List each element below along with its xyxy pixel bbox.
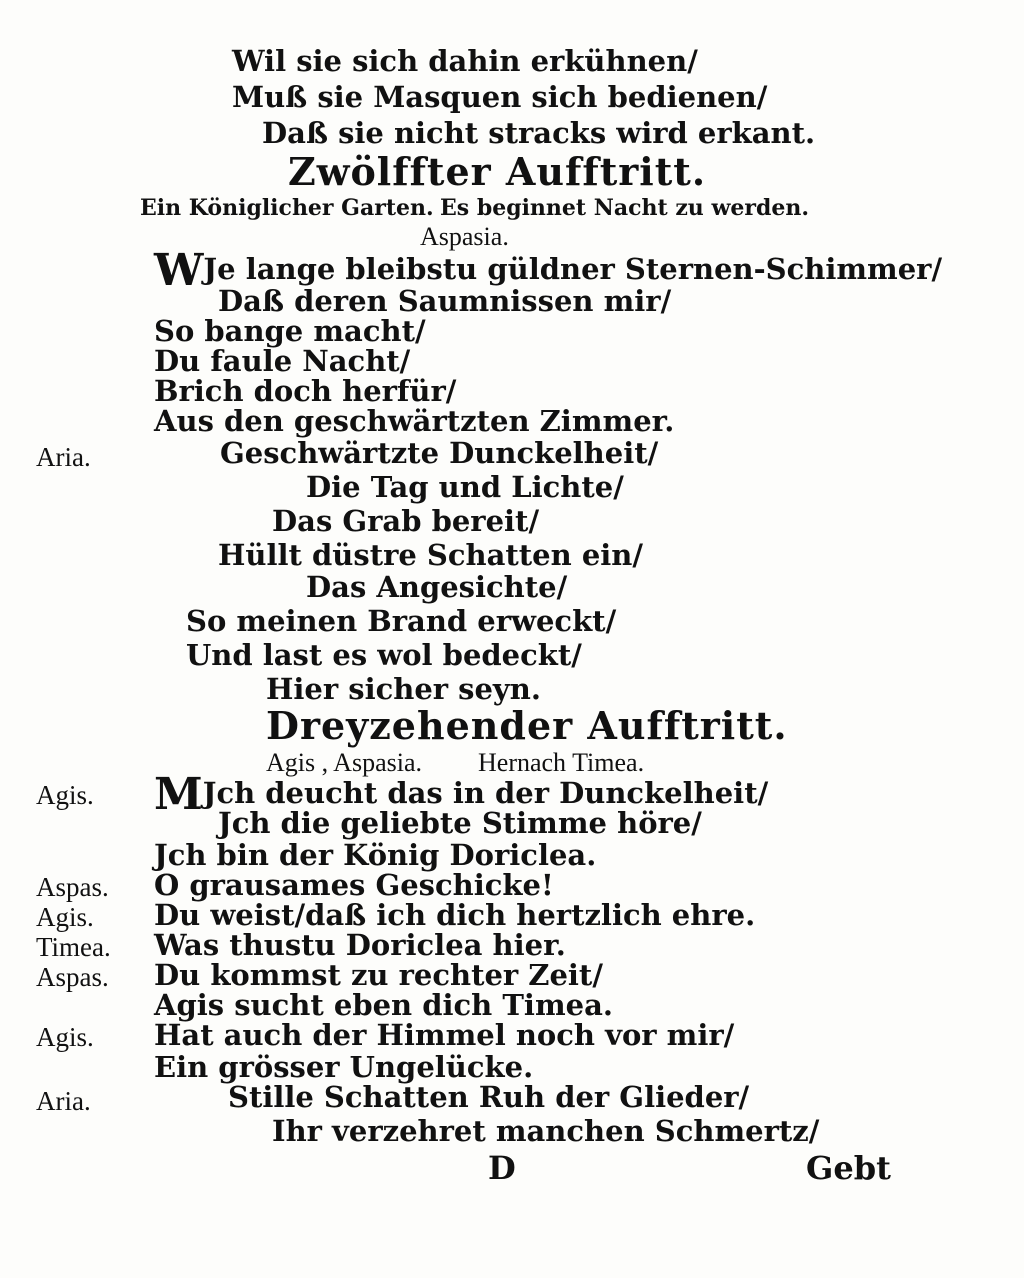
aria-line: Die Tag und Lichte/ bbox=[306, 470, 624, 504]
verse-line: So bange macht/ bbox=[154, 314, 426, 348]
signature-mark: D bbox=[488, 1149, 516, 1187]
verse-line: Aus den geschwärtzten Zimmer. bbox=[154, 404, 675, 438]
speaker-label: Agis. bbox=[36, 902, 94, 932]
aria-line: Das Angesichte/ bbox=[306, 570, 568, 604]
verse-line: Muß sie Masquen sich bedienen/ bbox=[232, 80, 768, 114]
dialogue-line: Hat auch der Himmel noch vor mir/ bbox=[154, 1018, 735, 1052]
dialogue-line: Agis sucht eben dich Timea. bbox=[154, 988, 613, 1022]
aria-line: Geschwärtzte Dunckelheit/ bbox=[220, 436, 659, 470]
scene-setting: Ein Königlicher Garten. bbox=[140, 195, 434, 221]
verse-line-text: Je lange bleibstu güldner Sternen-Schimmer/ bbox=[203, 252, 943, 286]
dialogue-line: O grausames Geschicke! bbox=[154, 868, 554, 902]
dialogue-line: Du weist/daß ich dich hertzlich ehre. bbox=[154, 898, 756, 932]
aria-line: Und last es wol bedeckt/ bbox=[186, 638, 582, 672]
verse-line bbox=[154, 245, 943, 296]
dialogue-line: Jch die geliebte Stimme höre/ bbox=[218, 806, 702, 840]
dialogue-line-text: Jch deucht das in der Dunckelheit/ bbox=[202, 776, 769, 810]
dialogue-line: Du kommst zu rechter Zeit/ bbox=[154, 958, 603, 992]
cast-list: Aspasia. bbox=[420, 222, 509, 251]
dialogue-line: Jch bin der König Doriclea. bbox=[154, 838, 597, 872]
dialogue-line: Was thustu Doriclea hier. bbox=[154, 928, 566, 962]
dialogue-line bbox=[154, 769, 769, 820]
cast-list: Agis , Aspasia. bbox=[266, 748, 422, 777]
scene-heading: Dreyzehender Aufftritt. bbox=[266, 703, 788, 748]
aria-line: Hüllt düstre Schatten ein/ bbox=[218, 538, 643, 572]
verse-line: Brich doch herfür/ bbox=[154, 374, 457, 408]
aria-line: Ihr verzehret manchen Schmertz/ bbox=[272, 1114, 820, 1148]
dialogue-line: Ein grösser Ungelücke. bbox=[154, 1050, 534, 1084]
aria-line: So meinen Brand erweckt/ bbox=[186, 604, 617, 638]
aria-line: Stille Schatten Ruh der Glieder/ bbox=[228, 1080, 750, 1114]
speaker-label: Aria. bbox=[36, 1086, 91, 1116]
scene-setting: Es beginnet Nacht zu werden. bbox=[440, 195, 810, 221]
drop-initial: M bbox=[154, 769, 203, 820]
verse-line: Daß deren Saumnissen mir/ bbox=[218, 284, 672, 318]
aria-line: Das Grab bereit/ bbox=[272, 504, 540, 538]
speaker-label: Agis. bbox=[36, 780, 94, 810]
drop-initial: W bbox=[154, 245, 204, 296]
verse-line: Du faule Nacht/ bbox=[154, 344, 411, 378]
speaker-label: Aria. bbox=[36, 442, 91, 472]
speaker-label: Aspas. bbox=[36, 872, 109, 902]
verse-line: Wil sie sich dahin erkühnen/ bbox=[232, 44, 698, 78]
verse-line: Daß sie nicht stracks wird erkant. bbox=[262, 116, 816, 150]
speaker-label: Aspas. bbox=[36, 962, 109, 992]
speaker-label: Timea. bbox=[36, 932, 111, 962]
speaker-label: Agis. bbox=[36, 1022, 94, 1052]
aria-line: Hier sicher seyn. bbox=[266, 672, 541, 706]
catchword: Gebt bbox=[806, 1149, 891, 1187]
scene-heading: Zwölffter Aufftritt. bbox=[288, 149, 707, 194]
cast-list: Hernach Timea. bbox=[478, 748, 645, 777]
